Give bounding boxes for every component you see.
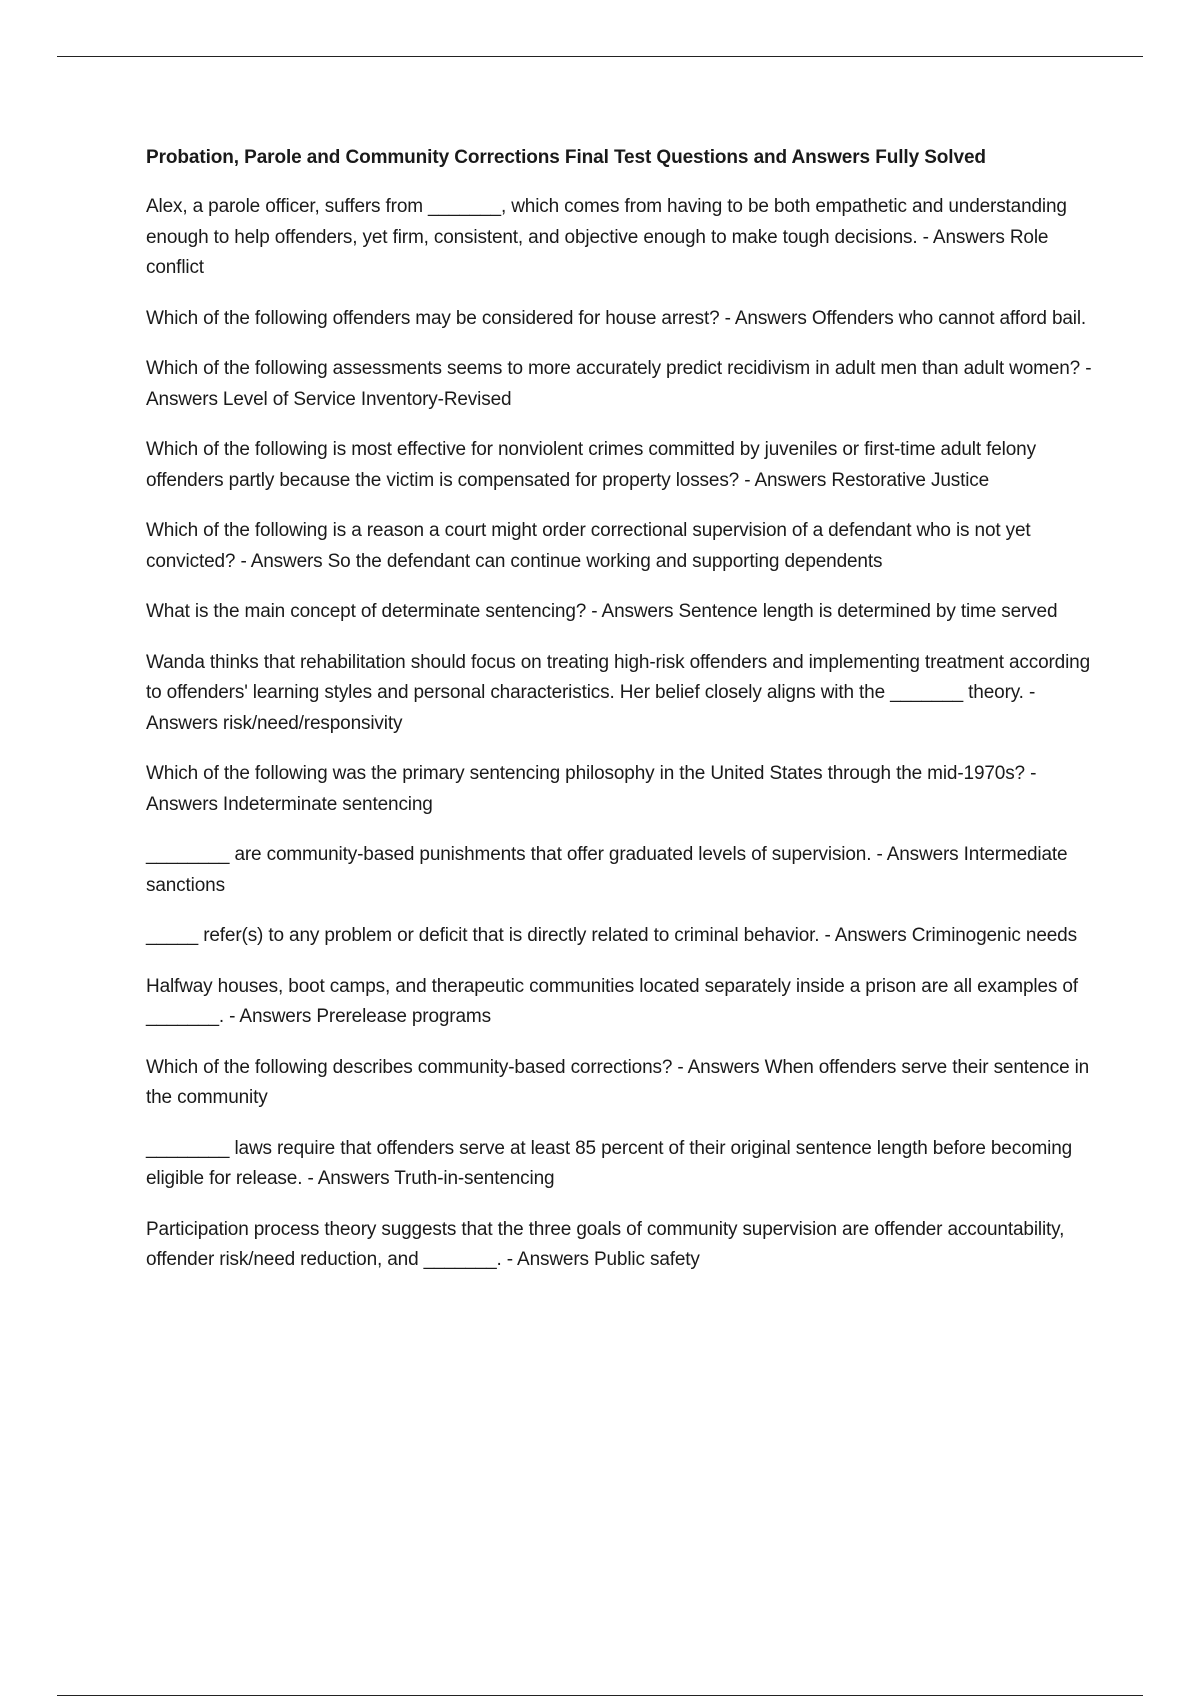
qa-item: Which of the following offenders may be considered for house arrest? - Answers Offenders who cannot afford bail. [146,307,1087,329]
qa-item: Which of the following is a reason a court might order correctional supervision of a defendant who is not yet convicted? - Answers So the defendant can continue working and supporting dependents [146,520,1031,572]
qa-item: _____ refer(s) to any problem or deficit that is directly related to criminal behavior. - Answers Criminogenic needs [146,925,1077,946]
bottom-divider [57,1695,1143,1696]
qa-item: Participation process theory suggests that the three goals of community supervision are offender accountability, offender risk/need reduction, and _______. - Answers Public safety [146,1218,1065,1270]
qa-item: Wanda thinks that rehabilitation should focus on treating high-risk offenders and implementing treatment according to offenders' learning styles and personal characteristics. Her belief closely aligns with the _______ theory. - Answers risk/need/responsivity [146,651,1091,734]
qa-item: ________ are community-based punishments that offer graduated levels of supervision. - Answers Intermediate sanctions [146,844,1068,896]
qa-item: What is the main concept of determinate sentencing? - Answers Sentence length is determined by time served [146,601,1058,622]
qa-item: Alex, a parole officer, suffers from _______, which comes from having to be both empathetic and understanding enough to help offenders, yet firm, consistent, and objective enough to make tough decisions. - Answers Role conflict [146,196,1067,278]
qa-item: Which of the following was the primary sentencing philosophy in the United States through the mid-1970s? - Answers Indeterminate sentencing [146,763,1037,815]
document-title: Probation, Parole and Community Corrections Final Test Questions and Answers Fully Solved [146,147,986,168]
qa-item: ________ laws require that offenders serve at least 85 percent of their original sentence length before becoming eligible for release. - Answers Truth-in-sentencing [146,1137,1073,1189]
qa-item: Which of the following is most effective for nonviolent crimes committed by juveniles or first-time adult felony offenders partly because the victim is compensated for property losses? - Answers Restorative Justice [146,439,1036,491]
qa-item: Which of the following assessments seems to more accurately predict recidivism in adult men than adult women? - Answers Level of Service Inventory-Revised [146,358,1092,410]
document-body [146,143,1096,1296]
qa-item: Halfway houses, boot camps, and therapeutic communities located separately inside a prison are all examples of _______. - Answers Prerelease programs [146,975,1078,1027]
top-divider [57,56,1143,57]
qa-item: Which of the following describes community-based corrections? - Answers When offenders serve their sentence in the community [146,1056,1090,1108]
